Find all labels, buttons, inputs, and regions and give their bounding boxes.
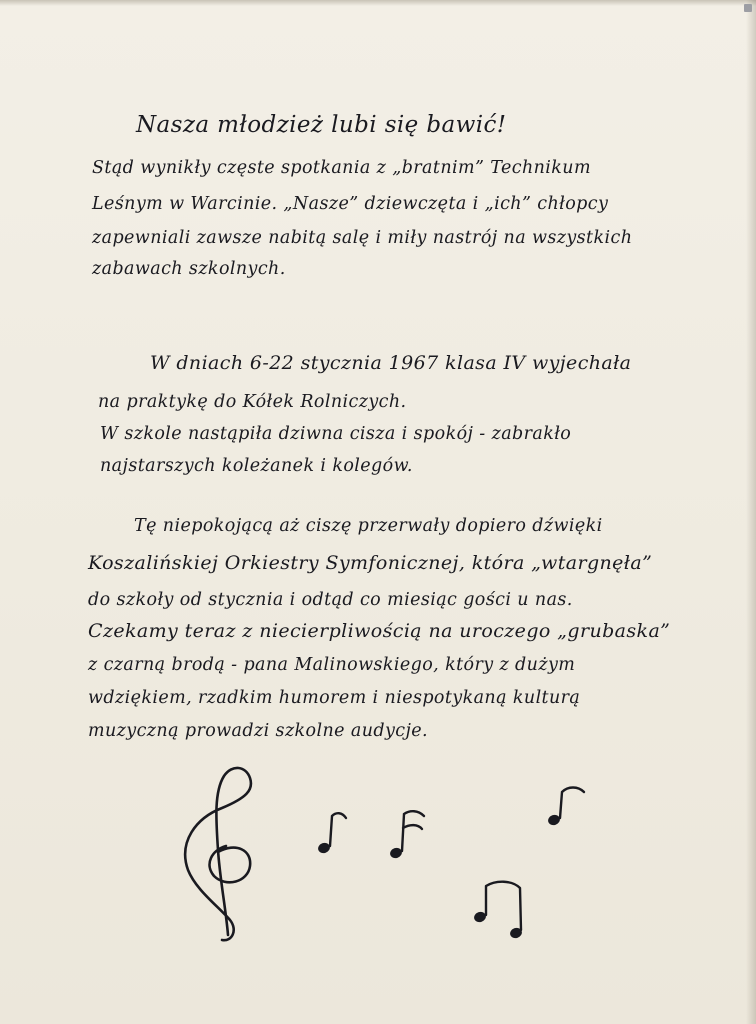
paragraph-line: Tę niepokojącą aż ciszę przerwały dopiero dźwięki [134,516,603,536]
paragraph-line: na praktykę do Kółek Rolniczych. [98,392,407,412]
eighth-note-double-icon [389,811,424,860]
paragraph-line: Leśnym w Warcinie. „Nasze” dziewczęta i „ich” chłopcy [92,194,609,214]
paragraph-line: zabawach szkolnych. [92,259,286,279]
paragraph-line: W szkole nastąpiła dziwna cisza i spokój - zabrakło [100,424,572,444]
paragraph-line: muzyczną prowadzi szkolne audycje. [88,721,429,741]
paragraph-line: Koszalińskiej Orkiestry Symfonicznej, która „wtargnęła” [88,552,653,574]
paragraph-line: do szkoły od stycznia i odtąd co miesiąc gości u nas. [88,590,573,610]
paragraph-line: najstarszych koleżanek i kolegów. [100,456,413,476]
paragraph-line: zapewniali zawsze nabitą salę i miły nastrój na wszystkich [92,228,633,248]
beamed-eighth-notes-icon [473,882,524,940]
paragraph-line: wdziękiem, rzadkim humorem i niespotykaną kulturą [88,688,581,708]
paragraph-line: W dniach 6-22 stycznia 1967 klasa IV wyjechała [150,352,632,374]
heading-line: Nasza młodzież lubi się bawić! [136,112,507,138]
eighth-note-icon [547,788,584,827]
eighth-note-icon [317,813,346,855]
paragraph-line: z czarną brodą - pana Malinowskiego, który z dużym [88,655,576,675]
paragraph-line: Czekamy teraz z niecierpliwością na uroczego „grubaska” [88,620,671,642]
paragraph-line: Stąd wynikły częste spotkania z „bratnim” Technikum [92,158,591,178]
treble-clef-icon [185,768,251,940]
